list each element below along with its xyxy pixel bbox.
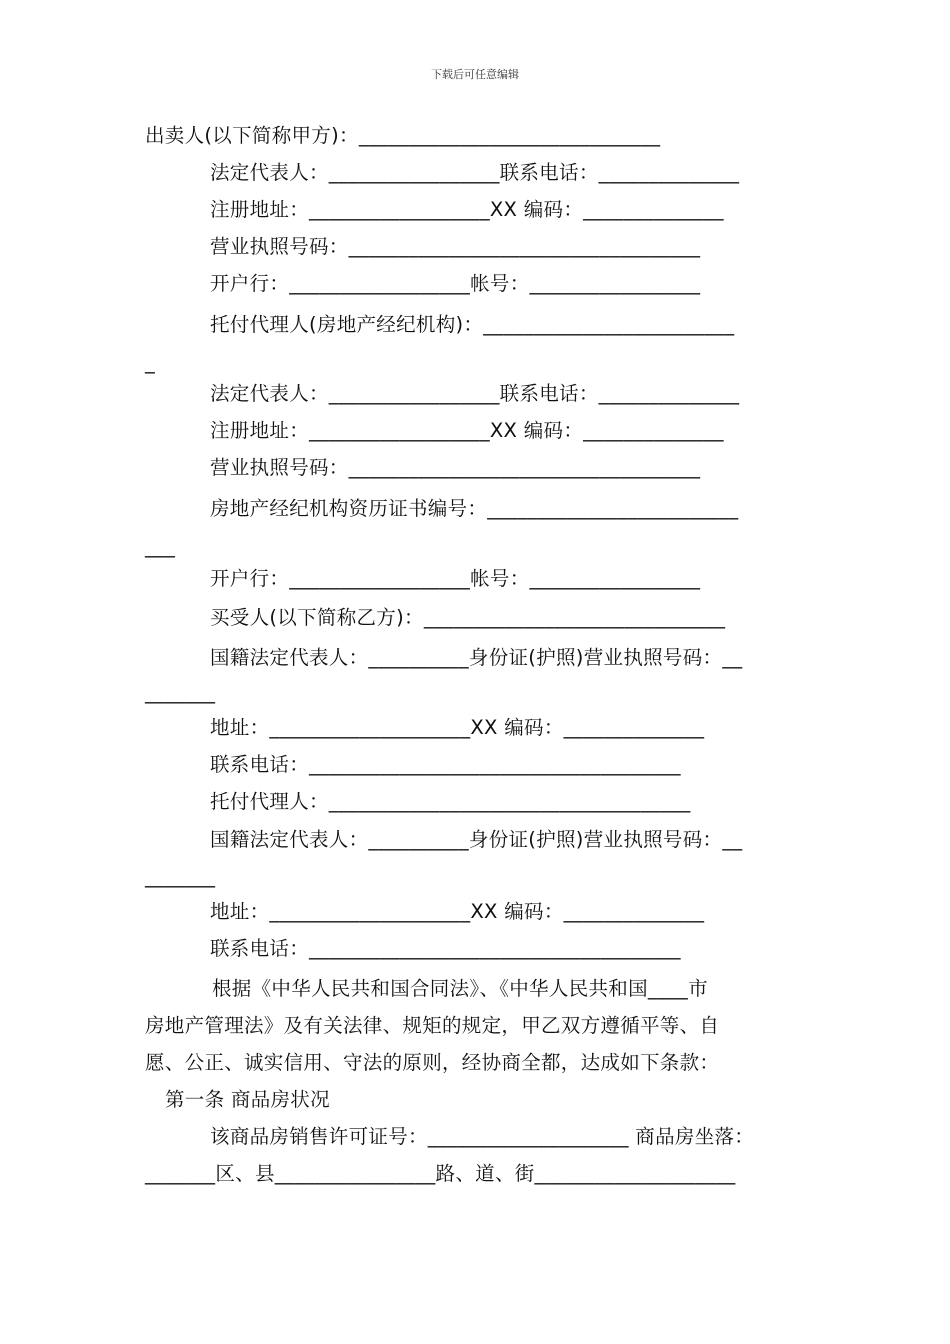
preamble-line-1: 根据《中华人民共和国合同法》、《中华人民共和国____市 — [212, 977, 708, 1000]
agent-address-line: 注册地址：__________________XX 编码：______________ — [210, 419, 724, 442]
buyer-agent-address-line: 地址：____________________XX 编码：______________ — [210, 900, 705, 923]
buyer-line: 买受人(以下简称乙方)：______________________________ — [210, 606, 726, 629]
buyer-address-line: 地址：____________________XX 编码：______________ — [210, 716, 705, 739]
seller-legal-rep-line: 法定代表人：_________________联系电话：______________ — [210, 161, 740, 184]
agent-line-continuation: _ — [145, 351, 156, 374]
buyer-agent-phone-line: 联系电话：_____________________________________ — [210, 937, 681, 960]
buyer-agent-nationality-line: 国籍法定代表人：__________身份证(护照)营业执照号码：__ — [210, 828, 743, 851]
preamble-line-2: 房地产管理法》及有关法律、规矩的规定，甲乙双方遵循平等、自 — [145, 1014, 720, 1037]
buyer-nationality-line: 国籍法定代表人：__________身份证(护照)营业执照号码：__ — [210, 646, 743, 669]
buyer-nationality-continuation: _______ — [145, 681, 216, 704]
article-1-heading: 第一条 商品房状况 — [165, 1088, 330, 1111]
seller-license-line: 营业执照号码：___________________________________ — [210, 235, 701, 258]
preamble-line-3: 愿、公正、诚实信用、守法的原则，经协商全都，达成如下条款： — [145, 1051, 720, 1074]
seller-address-line: 注册地址：__________________XX 编码：______________ — [210, 198, 724, 221]
sales-permit-line: 该商品房销售许可证号：____________________ 商品房坐落： — [210, 1125, 755, 1148]
agent-license-line: 营业执照号码：___________________________________ — [210, 456, 701, 479]
seller-bank-line: 开户行：__________________帐号：_________________ — [210, 272, 701, 295]
buyer-agent-line: 托付代理人：____________________________________ — [210, 790, 691, 813]
seller-line: 出卖人(以下简称甲方)：______________________________ — [145, 124, 661, 147]
location-line: _______区、县________________路、道、街____________________ — [145, 1162, 736, 1185]
agent-qualification-line: 房地产经纪机构资历证书编号：_________________________ — [210, 497, 739, 520]
agent-line: 托付代理人(房地产经纪机构)：_________________________ — [210, 313, 735, 336]
agent-legal-rep-line: 法定代表人：_________________联系电话：______________ — [210, 382, 740, 405]
buyer-phone-line: 联系电话：_____________________________________ — [210, 753, 681, 776]
page-header: 下载后可任意编辑 — [431, 68, 519, 81]
agent-qualification-continuation: ___ — [145, 535, 176, 558]
agent-bank-line: 开户行：__________________帐号：_________________ — [210, 567, 701, 590]
buyer-agent-nationality-continuation: _______ — [145, 865, 216, 888]
